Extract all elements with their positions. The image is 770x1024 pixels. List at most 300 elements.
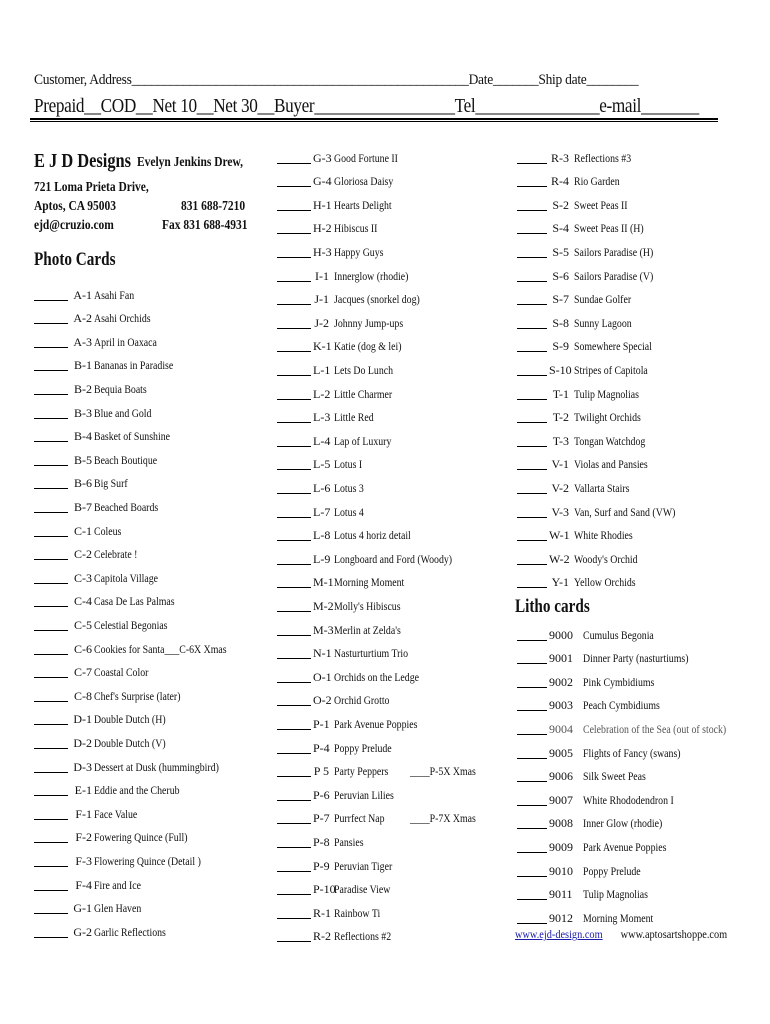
quantity-blank[interactable] bbox=[517, 153, 547, 164]
quantity-blank[interactable] bbox=[34, 832, 68, 843]
quantity-blank[interactable] bbox=[277, 648, 311, 659]
card-code: O-2 bbox=[313, 693, 332, 708]
quantity-blank[interactable] bbox=[277, 577, 311, 588]
quantity-blank[interactable] bbox=[277, 554, 311, 565]
card-code: B-5 bbox=[74, 452, 92, 467]
card-name: Lotus 3 bbox=[334, 480, 364, 495]
quantity-blank[interactable] bbox=[34, 431, 68, 442]
photo-card-row bbox=[34, 852, 201, 870]
card-code: V-3 bbox=[551, 504, 569, 519]
card-code: 9003 bbox=[549, 698, 573, 713]
photo-card-row bbox=[34, 805, 138, 823]
quantity-blank[interactable] bbox=[517, 507, 547, 518]
quantity-blank[interactable] bbox=[517, 294, 547, 305]
quantity-blank[interactable] bbox=[517, 700, 547, 711]
card-code: T-2 bbox=[552, 410, 569, 425]
card-name: Violas and Pansies bbox=[574, 457, 648, 472]
quantity-blank[interactable] bbox=[517, 459, 547, 470]
photo-card-row bbox=[277, 692, 390, 710]
litho-card-row bbox=[517, 673, 655, 691]
quantity-blank[interactable] bbox=[277, 743, 311, 754]
card-name: Jacques (snorkel dog) bbox=[334, 292, 420, 307]
card-name: Beach Boutique bbox=[94, 452, 158, 467]
card-code: P-9 bbox=[313, 858, 330, 873]
card-code: H-1 bbox=[313, 197, 332, 212]
card-name: Flowering Quince (Detail ) bbox=[94, 853, 201, 868]
quantity-blank[interactable] bbox=[517, 365, 547, 376]
photo-card-row bbox=[517, 291, 632, 309]
quantity-blank[interactable] bbox=[277, 294, 311, 305]
photo-card-row bbox=[277, 810, 476, 828]
photo-card-row bbox=[277, 361, 394, 379]
photo-card-row bbox=[277, 338, 402, 356]
quantity-blank[interactable] bbox=[517, 653, 547, 664]
quantity-blank[interactable] bbox=[277, 766, 311, 777]
card-code: S-10 bbox=[549, 362, 572, 377]
photo-card-row bbox=[277, 904, 381, 922]
quantity-blank[interactable] bbox=[277, 176, 311, 187]
card-name: Lap of Luxury bbox=[334, 433, 392, 448]
photo-card-row bbox=[517, 409, 641, 427]
card-code: R-2 bbox=[313, 929, 331, 944]
card-name: Good Fortune II bbox=[334, 150, 398, 165]
quantity-blank[interactable] bbox=[34, 714, 68, 725]
quantity-blank[interactable] bbox=[34, 762, 68, 773]
quantity-blank[interactable] bbox=[517, 677, 547, 688]
card-name: Katie (dog & lei) bbox=[334, 339, 402, 354]
card-name: Yellow Orchids bbox=[574, 575, 636, 590]
quantity-blank[interactable] bbox=[517, 842, 547, 853]
quantity-blank[interactable] bbox=[277, 459, 311, 470]
photo-card-row bbox=[277, 149, 398, 167]
quantity-blank[interactable] bbox=[517, 318, 547, 329]
quantity-blank[interactable] bbox=[34, 360, 68, 371]
card-name: Fire and Ice bbox=[94, 877, 141, 892]
card-code: R-1 bbox=[313, 905, 331, 920]
card-code: A-2 bbox=[73, 311, 92, 326]
card-code: S-8 bbox=[552, 315, 569, 330]
quantity-blank[interactable] bbox=[34, 384, 68, 395]
quantity-blank[interactable] bbox=[277, 813, 311, 824]
quantity-blank[interactable] bbox=[277, 601, 311, 612]
quantity-blank[interactable] bbox=[277, 719, 311, 730]
card-code: L-6 bbox=[313, 480, 331, 495]
photo-card-row bbox=[277, 479, 364, 497]
photo-card-row bbox=[517, 479, 630, 497]
quantity-blank[interactable] bbox=[277, 884, 311, 895]
card-name: Capitola Village bbox=[94, 570, 158, 585]
quantity-blank[interactable] bbox=[517, 483, 547, 494]
quantity-blank[interactable] bbox=[34, 596, 68, 607]
quantity-blank[interactable] bbox=[277, 931, 311, 942]
quantity-blank[interactable] bbox=[34, 502, 68, 513]
quantity-blank[interactable] bbox=[517, 389, 547, 400]
card-code: L-4 bbox=[313, 433, 331, 448]
photo-card-row bbox=[277, 928, 392, 946]
quantity-blank[interactable] bbox=[34, 337, 68, 348]
card-name: Cookies for Santa___C-6X Xmas bbox=[94, 641, 227, 656]
quantity-blank[interactable] bbox=[517, 795, 547, 806]
card-code: S-4 bbox=[552, 221, 569, 236]
company-city: Aptos, CA 95003 bbox=[34, 199, 116, 214]
card-code: S-7 bbox=[552, 292, 569, 307]
quantity-blank[interactable] bbox=[517, 771, 547, 782]
quantity-blank[interactable] bbox=[277, 341, 311, 352]
card-name: Purrfect Nap bbox=[334, 811, 385, 826]
photo-card-row bbox=[277, 314, 404, 332]
litho-card-row bbox=[517, 862, 641, 880]
litho-card-row bbox=[517, 768, 646, 786]
quantity-blank[interactable] bbox=[277, 200, 311, 211]
card-name: Peruvian Tiger bbox=[334, 858, 393, 873]
photo-card-row bbox=[517, 149, 632, 167]
xmas-variant: ____P-7X Xmas bbox=[410, 811, 476, 826]
photo-card-row bbox=[34, 333, 157, 351]
card-name: Silk Sweet Peas bbox=[583, 769, 646, 784]
website-link[interactable]: www.ejd-design.com bbox=[515, 927, 603, 941]
quantity-blank[interactable] bbox=[277, 318, 311, 329]
quantity-blank[interactable] bbox=[517, 176, 547, 187]
litho-cards-heading: Litho cards bbox=[515, 596, 590, 617]
card-code: A-3 bbox=[73, 334, 92, 349]
card-code: F-2 bbox=[75, 830, 92, 845]
quantity-blank[interactable] bbox=[34, 856, 68, 867]
card-code: P-8 bbox=[313, 834, 330, 849]
card-code: F-3 bbox=[75, 853, 92, 868]
photo-card-row bbox=[34, 616, 168, 634]
photo-card-row bbox=[34, 404, 152, 422]
photo-card-row bbox=[34, 664, 149, 682]
quantity-blank[interactable] bbox=[277, 412, 311, 423]
card-name: Poppy Prelude bbox=[583, 863, 641, 878]
quantity-blank[interactable] bbox=[34, 313, 68, 324]
card-code: B-7 bbox=[74, 499, 92, 514]
photo-card-row bbox=[517, 314, 632, 332]
card-code: I-1 bbox=[315, 268, 329, 283]
photo-card-row bbox=[277, 220, 378, 238]
order-form-header-line2: Prepaid__COD__Net 10__Net 30__Buyer_________________Tel_______________e-mail_______ bbox=[34, 95, 699, 117]
card-name: Fowering Quince (Full) bbox=[94, 830, 188, 845]
card-code: L-7 bbox=[313, 504, 331, 519]
quantity-blank[interactable] bbox=[517, 577, 547, 588]
card-code: C-7 bbox=[74, 665, 92, 680]
quantity-blank[interactable] bbox=[34, 927, 68, 938]
card-name: Innerglow (rhodie) bbox=[334, 268, 409, 283]
photo-card-row bbox=[517, 527, 633, 545]
photo-card-row bbox=[277, 196, 392, 214]
card-code: S-2 bbox=[552, 197, 569, 212]
card-code: H-2 bbox=[313, 221, 332, 236]
quantity-blank[interactable] bbox=[277, 861, 311, 872]
quantity-blank[interactable] bbox=[34, 408, 68, 419]
card-name: Pansies bbox=[334, 834, 364, 849]
quantity-blank[interactable] bbox=[517, 913, 547, 924]
photo-card-row bbox=[277, 621, 401, 639]
card-name: Lotus 4 bbox=[334, 504, 364, 519]
quantity-blank[interactable] bbox=[517, 200, 547, 211]
quantity-blank[interactable] bbox=[277, 483, 311, 494]
card-name: Stripes of Capitola bbox=[574, 362, 648, 377]
quantity-blank[interactable] bbox=[517, 818, 547, 829]
card-code: 9012 bbox=[549, 910, 573, 925]
card-code: 9009 bbox=[549, 839, 573, 854]
quantity-blank[interactable] bbox=[517, 412, 547, 423]
photo-card-row bbox=[517, 196, 628, 214]
quantity-blank[interactable] bbox=[34, 620, 68, 631]
photo-card-row bbox=[34, 357, 174, 375]
card-code: 9000 bbox=[549, 627, 573, 642]
photo-card-row bbox=[277, 833, 364, 851]
quantity-blank[interactable] bbox=[517, 436, 547, 447]
card-code: J-1 bbox=[314, 292, 329, 307]
card-name: Nasturturtium Trio bbox=[334, 646, 409, 661]
company-email: ejd@cruzio.com bbox=[34, 218, 114, 233]
card-name: Hibiscus II bbox=[334, 221, 378, 236]
quantity-blank[interactable] bbox=[517, 271, 547, 282]
photo-card-row bbox=[277, 881, 391, 899]
card-name: Longboard and Ford (Woody) bbox=[334, 551, 453, 566]
card-name: Asahi Orchids bbox=[94, 311, 151, 326]
card-name: Big Surf bbox=[94, 476, 128, 491]
card-name: Rainbow Ti bbox=[334, 905, 381, 920]
quantity-blank[interactable] bbox=[34, 691, 68, 702]
quantity-blank[interactable] bbox=[517, 341, 547, 352]
quantity-blank[interactable] bbox=[277, 790, 311, 801]
photo-card-row bbox=[277, 763, 476, 781]
photo-card-row bbox=[517, 243, 654, 261]
card-code: S-9 bbox=[552, 339, 569, 354]
litho-card-row bbox=[517, 720, 727, 738]
card-code: G-2 bbox=[73, 924, 92, 939]
photo-card-row bbox=[34, 876, 141, 894]
card-name: Woody's Orchid bbox=[574, 551, 638, 566]
quantity-blank[interactable] bbox=[517, 247, 547, 258]
quantity-blank[interactable] bbox=[34, 809, 68, 820]
quantity-blank[interactable] bbox=[277, 223, 311, 234]
card-name: Bananas in Paradise bbox=[94, 358, 174, 373]
card-name: Johnny Jump-ups bbox=[334, 315, 404, 330]
card-name: Party Peppers bbox=[334, 764, 389, 779]
card-code: P-6 bbox=[313, 787, 330, 802]
card-name: Coleus bbox=[94, 523, 122, 538]
card-name: Molly's Hibiscus bbox=[334, 598, 401, 613]
photo-card-row bbox=[34, 593, 175, 611]
card-code: 9005 bbox=[549, 745, 573, 760]
card-code: 9008 bbox=[549, 816, 573, 831]
card-name: Hearts Delight bbox=[334, 197, 392, 212]
quantity-blank[interactable] bbox=[34, 290, 68, 301]
photo-card-row bbox=[277, 550, 453, 568]
card-name: Little Charmer bbox=[334, 386, 393, 401]
card-code: T-3 bbox=[552, 433, 569, 448]
photo-card-row bbox=[517, 220, 644, 238]
footer-links bbox=[515, 927, 727, 942]
quantity-blank[interactable] bbox=[34, 903, 68, 914]
card-name: Basket of Sunshine bbox=[94, 429, 170, 444]
photo-card-row bbox=[517, 432, 646, 450]
company-street: 721 Loma Prieta Drive, bbox=[34, 180, 149, 195]
company-phone: 831 688-7210 bbox=[181, 199, 246, 214]
photo-card-row bbox=[517, 574, 636, 592]
quantity-blank[interactable] bbox=[517, 223, 547, 234]
card-code: C-1 bbox=[74, 523, 92, 538]
quantity-blank[interactable] bbox=[517, 530, 547, 541]
card-code: R-3 bbox=[551, 150, 569, 165]
card-name: Tulip Magnolias bbox=[583, 887, 648, 902]
quantity-blank[interactable] bbox=[277, 271, 311, 282]
card-code: 9011 bbox=[549, 887, 573, 902]
photo-card-row bbox=[517, 456, 648, 474]
card-code: L-3 bbox=[313, 410, 331, 425]
card-name: Lotus I bbox=[334, 457, 363, 472]
photo-card-row bbox=[34, 569, 158, 587]
litho-card-row bbox=[517, 626, 654, 644]
card-code: 9002 bbox=[549, 674, 573, 689]
photo-card-row bbox=[34, 923, 166, 941]
photo-card-row bbox=[277, 291, 420, 309]
photo-card-row bbox=[34, 428, 170, 446]
card-code: T-1 bbox=[552, 386, 569, 401]
photo-card-row bbox=[277, 173, 394, 191]
photo-card-row bbox=[277, 597, 401, 615]
photo-card-row bbox=[34, 522, 122, 540]
quantity-blank[interactable] bbox=[277, 672, 311, 683]
card-name: April in Oaxaca bbox=[94, 334, 157, 349]
card-name: Merlin at Zelda's bbox=[334, 622, 401, 637]
quantity-blank[interactable] bbox=[277, 247, 311, 258]
quantity-blank[interactable] bbox=[34, 644, 68, 655]
card-name: Tulip Magnolias bbox=[574, 386, 639, 401]
card-name: Happy Guys bbox=[334, 244, 384, 259]
card-name: Flights of Fancy (swans) bbox=[583, 745, 681, 760]
quantity-blank[interactable] bbox=[34, 738, 68, 749]
photo-card-row bbox=[277, 668, 419, 686]
litho-card-row bbox=[517, 886, 648, 904]
quantity-blank[interactable] bbox=[517, 554, 547, 565]
card-name: Gloriosa Daisy bbox=[334, 174, 394, 189]
card-name: Blue and Gold bbox=[94, 405, 152, 420]
litho-card-row bbox=[517, 838, 667, 856]
photo-card-row bbox=[277, 243, 384, 261]
quantity-blank[interactable] bbox=[34, 573, 68, 584]
card-code: F-4 bbox=[75, 877, 92, 892]
quantity-blank[interactable] bbox=[277, 625, 311, 636]
litho-card-row bbox=[517, 650, 689, 668]
quantity-blank[interactable] bbox=[517, 724, 547, 735]
card-code: C-4 bbox=[74, 594, 92, 609]
photo-card-row bbox=[277, 527, 411, 545]
quantity-blank[interactable] bbox=[277, 695, 311, 706]
quantity-blank[interactable] bbox=[517, 866, 547, 877]
card-code: M-1 bbox=[313, 575, 334, 590]
litho-card-row bbox=[517, 909, 654, 927]
card-name: Double Dutch (V) bbox=[94, 735, 166, 750]
card-name: Celebrate ! bbox=[94, 547, 138, 562]
card-name: White Rhododendron I bbox=[583, 792, 674, 807]
card-name: Peach Cymbidiums bbox=[583, 698, 660, 713]
quantity-blank[interactable] bbox=[34, 526, 68, 537]
card-code: L-1 bbox=[313, 362, 331, 377]
quantity-blank[interactable] bbox=[277, 389, 311, 400]
card-code: N-1 bbox=[313, 646, 332, 661]
quantity-blank[interactable] bbox=[34, 880, 68, 891]
photo-card-row bbox=[277, 786, 394, 804]
photo-card-row bbox=[277, 739, 392, 757]
quantity-blank[interactable] bbox=[34, 455, 68, 466]
card-code: L-9 bbox=[313, 551, 331, 566]
quantity-blank[interactable] bbox=[277, 908, 311, 919]
card-code: C-3 bbox=[74, 570, 92, 585]
quantity-blank[interactable] bbox=[34, 785, 68, 796]
card-code: J-2 bbox=[314, 315, 329, 330]
quantity-blank[interactable] bbox=[277, 153, 311, 164]
quantity-blank[interactable] bbox=[517, 889, 547, 900]
card-code: V-2 bbox=[551, 480, 569, 495]
litho-card-row bbox=[517, 744, 681, 762]
litho-card-row bbox=[517, 815, 663, 833]
litho-card-row bbox=[517, 791, 674, 809]
card-name: Pink Cymbidiums bbox=[583, 674, 655, 689]
header-rule-thin bbox=[30, 121, 718, 122]
quantity-blank[interactable] bbox=[34, 478, 68, 489]
card-name: Glen Haven bbox=[94, 901, 142, 916]
card-name: Face Value bbox=[94, 806, 138, 821]
photo-card-row bbox=[34, 687, 181, 705]
card-name: Orchid Grotto bbox=[334, 693, 390, 708]
shop-website: www.aptosartshoppe.com bbox=[620, 927, 728, 941]
card-code: C-8 bbox=[74, 688, 92, 703]
xmas-variant: ____P-5X Xmas bbox=[410, 764, 476, 779]
card-code: F-1 bbox=[75, 806, 92, 821]
card-name: Rio Garden bbox=[574, 174, 620, 189]
photo-card-row bbox=[277, 574, 405, 592]
quantity-blank[interactable] bbox=[277, 507, 311, 518]
card-code: S-5 bbox=[552, 244, 569, 259]
card-code: V-1 bbox=[551, 457, 569, 472]
quantity-blank[interactable] bbox=[277, 365, 311, 376]
quantity-blank[interactable] bbox=[517, 630, 547, 641]
card-code: B-2 bbox=[74, 381, 92, 396]
card-code: L-5 bbox=[313, 457, 331, 472]
card-name: Poppy Prelude bbox=[334, 740, 392, 755]
card-code: W-1 bbox=[549, 528, 570, 543]
card-code: B-4 bbox=[74, 429, 92, 444]
photo-card-row bbox=[517, 550, 638, 568]
card-code: C-6 bbox=[74, 641, 92, 656]
card-code: C-2 bbox=[74, 547, 92, 562]
quantity-blank[interactable] bbox=[517, 748, 547, 759]
card-code: B-1 bbox=[74, 358, 92, 373]
photo-card-row bbox=[517, 338, 652, 356]
order-form-header-line1: Customer, Address____________________________________________________Date_______Ship date________ bbox=[34, 72, 639, 88]
card-name: Eddie and the Cherub bbox=[94, 783, 180, 798]
card-code: 9010 bbox=[549, 863, 573, 878]
quantity-blank[interactable] bbox=[277, 436, 311, 447]
card-name: Paradise View bbox=[334, 882, 391, 897]
card-code: 9001 bbox=[549, 651, 573, 666]
card-name: White Rhodies bbox=[574, 528, 633, 543]
card-code: P-1 bbox=[313, 716, 330, 731]
header-rule-thick bbox=[30, 118, 718, 120]
photo-card-row bbox=[517, 267, 654, 285]
card-code: K-1 bbox=[313, 339, 332, 354]
quantity-blank[interactable] bbox=[277, 837, 311, 848]
card-name: Lotus 4 horiz detail bbox=[334, 528, 411, 543]
quantity-blank[interactable] bbox=[34, 667, 68, 678]
photo-card-row bbox=[34, 380, 147, 398]
quantity-blank[interactable] bbox=[277, 530, 311, 541]
quantity-blank[interactable] bbox=[34, 549, 68, 560]
